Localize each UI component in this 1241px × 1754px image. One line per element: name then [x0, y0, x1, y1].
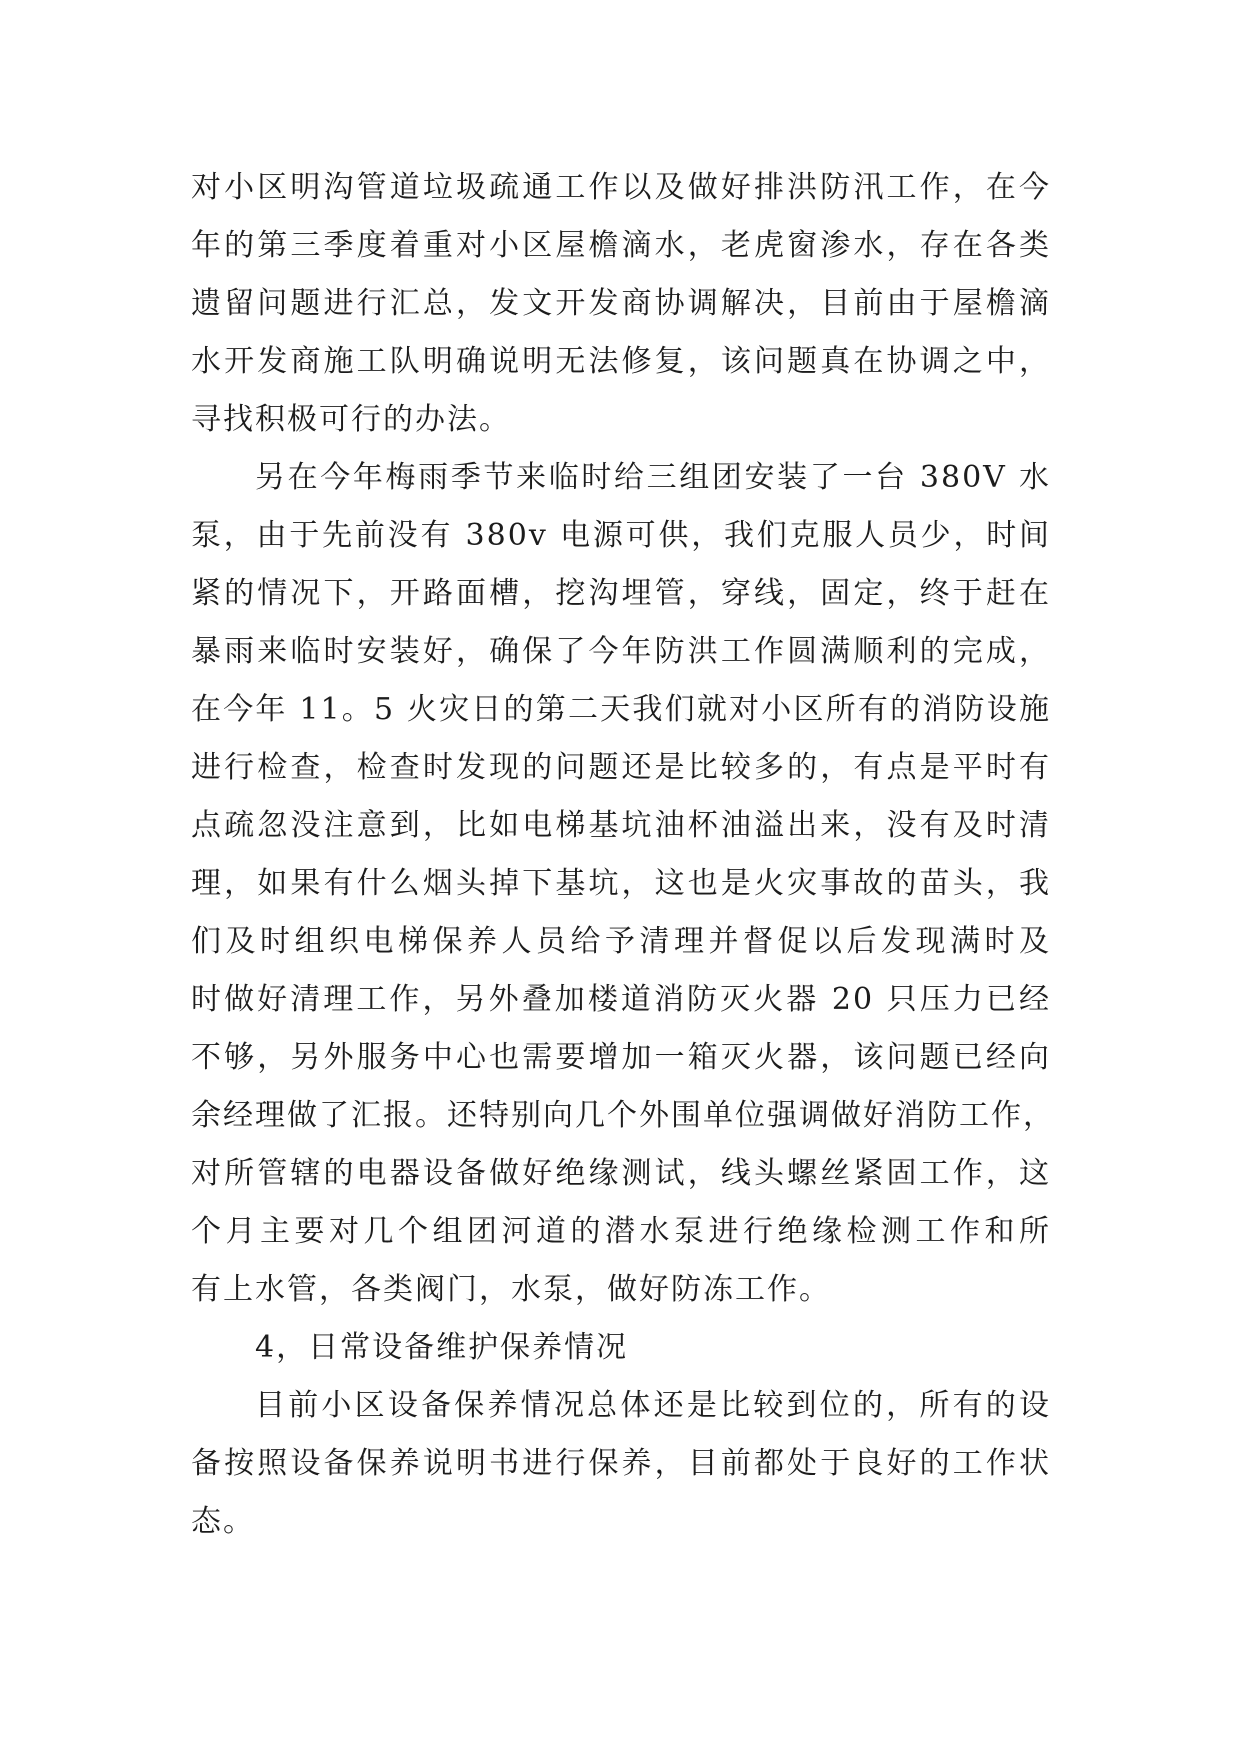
text-line: 进行检查，检查时发现的问题还是比较多的，有点是平时有	[191, 750, 1051, 785]
text-line: 泵，由于先前没有 380v 电源可供，我们克服人员少，时间	[191, 518, 1051, 553]
text-line: 备按照设备保养说明书进行保养，目前都处于良好的工作状	[191, 1446, 1051, 1481]
text-line: 有上水管，各类阀门，水泵，做好防冻工作。	[191, 1272, 831, 1307]
text-line: 点疏忽没注意到，比如电梯基坑油杯油溢出来，没有及时清	[191, 808, 1051, 843]
text-line: 在今年 11。5 火灾日的第二天我们就对小区所有的消防设施	[191, 692, 1051, 727]
text-line: 不够，另外服务中心也需要增加一箱灭火器，该问题已经向	[191, 1040, 1051, 1075]
text-line: 遗留问题进行汇总，发文开发商协调解决，目前由于屋檐滴	[191, 286, 1051, 321]
section-heading: 4，日常设备维护保养情况	[255, 1330, 629, 1365]
text-line: 们及时组织电梯保养人员给予清理并督促以后发现满时及	[191, 924, 1051, 959]
text-line: 紧的情况下，开路面槽，挖沟埋管，穿线，固定，终于赶在	[191, 576, 1051, 611]
text-line: 态。	[191, 1504, 255, 1539]
paragraph-first-line: 目前小区设备保养情况总体还是比较到位的，所有的设	[255, 1388, 1051, 1423]
document-body	[191, 159, 1055, 1551]
text-line: 个月主要对几个组团河道的潜水泵进行绝缘检测工作和所	[191, 1214, 1051, 1249]
text-line: 余经理做了汇报。还特别向几个外围单位强调做好消防工作，	[191, 1098, 1055, 1133]
text-line: 理，如果有什么烟头掉下基坑，这也是火灾事故的苗头，我	[191, 866, 1051, 901]
paragraph-first-line: 另在今年梅雨季节来临时给三组团安装了一台 380V 水	[255, 460, 1051, 495]
text-line: 水开发商施工队明确说明无法修复，该问题真在协调之中，	[191, 344, 1051, 379]
text-line: 年的第三季度着重对小区屋檐滴水，老虎窗渗水，存在各类	[191, 228, 1051, 263]
text-line: 对小区明沟管道垃圾疏通工作以及做好排洪防汛工作，在今	[191, 170, 1051, 205]
text-line: 暴雨来临时安装好，确保了今年防洪工作圆满顺利的完成，	[191, 634, 1051, 669]
text-line: 对所管辖的电器设备做好绝缘测试，线头螺丝紧固工作，这	[191, 1156, 1051, 1191]
text-line: 时做好清理工作，另外叠加楼道消防灭火器 20 只压力已经	[191, 982, 1051, 1017]
text-line: 寻找积极可行的办法。	[191, 402, 511, 437]
